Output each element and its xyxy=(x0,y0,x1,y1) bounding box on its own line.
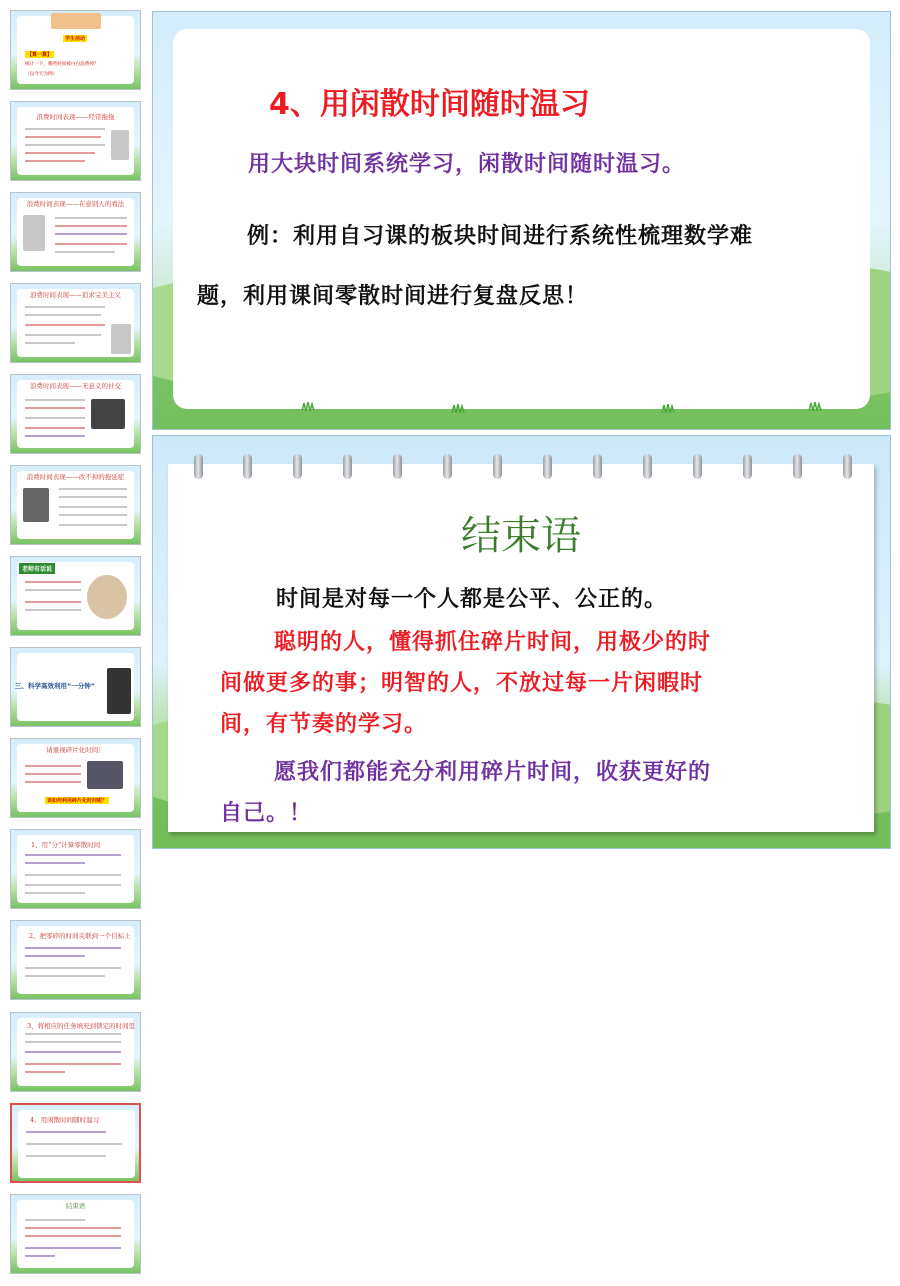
children-image xyxy=(51,13,101,29)
thumbnail-title: 浪费时间表现——在意别人的看法 xyxy=(26,200,125,208)
thumbnail-text-line xyxy=(25,1227,121,1229)
thumbnail-text-line xyxy=(25,773,81,775)
slide-thumbnail-5[interactable] xyxy=(10,374,141,454)
example-line-1: 例：利用自习课的板块时间进行系统性梳理数学难 xyxy=(247,224,754,249)
slide-thumbnail-1[interactable] xyxy=(10,10,141,90)
content-panel xyxy=(173,29,870,409)
thumbnail-text-line xyxy=(26,1131,106,1133)
thumbnail-title: 浪费时间表现——改不掉的拖延症 xyxy=(26,473,125,481)
grass-icon xyxy=(451,404,465,413)
thumbnail-text-line xyxy=(25,1235,121,1237)
thumbnail-text-line xyxy=(25,955,85,957)
example-paragraph xyxy=(197,207,847,327)
grass-icon xyxy=(661,404,675,413)
figure-image xyxy=(23,215,45,251)
binder-ring-icon xyxy=(693,454,702,479)
thumbnail-title: 浪费时间表现——追求完美主义 xyxy=(30,291,121,299)
conclusion-paragraph-2 xyxy=(220,622,820,745)
thumbnail-text-line xyxy=(25,136,101,138)
binder-ring-icon xyxy=(643,454,652,479)
thumbnail-text-line xyxy=(25,427,85,429)
thumbnail-text-line xyxy=(25,314,101,316)
binder-ring-icon xyxy=(243,454,252,479)
thumbnail-text-line xyxy=(55,251,115,253)
slide-conclusion[interactable] xyxy=(152,435,891,849)
slide-thumbnail-10[interactable] xyxy=(10,829,141,909)
thumbnail-text-line xyxy=(26,1143,122,1145)
thumbnail-text-line xyxy=(59,524,127,526)
thumbnail-text-line xyxy=(59,496,127,498)
binder-ring-icon xyxy=(793,454,802,479)
thumbnail-title: 学生活动 xyxy=(65,36,86,42)
thumbnail-text-line xyxy=(25,854,121,856)
slide-review-spare-time[interactable] xyxy=(152,11,891,430)
example-line-2: 题，利用课间零散时间进行复盘反思！ xyxy=(197,284,589,309)
paragraph-line: 间做更多的事；明智的人，不放过每一片闲暇时 xyxy=(220,671,704,696)
thumbnail-text-line xyxy=(25,967,121,969)
thumbnail-text: 统计一下，哪些时间被白白浪费掉？ xyxy=(25,62,99,67)
thumbnail-text-line xyxy=(25,874,121,876)
thumbnail-text-line xyxy=(25,765,81,767)
binder-ring-icon xyxy=(843,454,852,479)
binder-ring-icon xyxy=(743,454,752,479)
binder-ring-icon xyxy=(593,454,602,479)
thumbnail-text-line xyxy=(55,225,127,227)
thumbnail-text-line xyxy=(55,243,127,245)
thumbnail-text-line xyxy=(25,334,101,336)
thumbnail-title: 4、用闲散时间随时温习 xyxy=(30,1116,100,1124)
binder-ring-icon xyxy=(493,454,502,479)
paragraph-line: 愿我们都能充分利用碎片时间，收获更好的 xyxy=(274,760,712,785)
graduates-image xyxy=(107,668,131,714)
thumbnail-text-line xyxy=(25,589,81,591)
thumbnail-text-line xyxy=(25,781,81,783)
thumbnail-title: 老师有话说 xyxy=(19,563,55,574)
thumbnail-title: 3、将相应的任务填充到锁定的时间里 xyxy=(27,1022,136,1030)
thumbnail-title: 浪费时间表现——经常拖拖 xyxy=(36,113,115,121)
figure-image xyxy=(111,130,129,160)
slide-thumbnail-panel[interactable] xyxy=(0,0,150,1286)
slide-thumbnail-13-selected[interactable] xyxy=(10,1103,141,1183)
thumbnail-text-line xyxy=(25,324,105,326)
thumbnail-text-line xyxy=(25,1063,121,1065)
binder-ring-icon xyxy=(393,454,402,479)
thumbnail-text-line xyxy=(55,217,127,219)
thumbnail-text-line xyxy=(25,1041,121,1043)
thumbnail-text-line xyxy=(25,306,105,308)
thumbnail-badge: 【算一算】 xyxy=(27,52,53,58)
thumbnail-text-line xyxy=(25,160,85,162)
slide-thumbnail-14[interactable] xyxy=(10,1194,141,1274)
slide-thumbnail-2[interactable] xyxy=(10,101,141,181)
thumbnail-text-line xyxy=(25,1255,55,1257)
paragraph-line: 聪明的人，懂得抓住碎片时间，用极少的时 xyxy=(274,630,712,655)
thumbnail-text-line xyxy=(25,601,81,603)
thumbnail-badge: 该如何利用碎片化时间呢？ xyxy=(47,798,108,804)
slide-thumbnail-9[interactable] xyxy=(10,738,141,818)
thumbnail-card xyxy=(17,1200,134,1268)
conclusion-title: 结束语 xyxy=(461,513,581,559)
thumbnail-title: 浪费时间表现——无意义的社交 xyxy=(30,382,121,390)
binder-ring-icon xyxy=(443,454,452,479)
thumbnail-text-line xyxy=(25,417,85,419)
slide-thumbnail-4[interactable] xyxy=(10,283,141,363)
phones-image xyxy=(91,399,125,429)
thumbnail-text-line xyxy=(25,581,81,583)
thumbnail-text: （以今天为例） xyxy=(25,72,58,77)
grass-icon xyxy=(301,402,315,411)
paragraph-line: 间，有节奏的学习。 xyxy=(220,712,428,737)
thumbnail-text-line xyxy=(25,947,121,949)
thumbnail-text-line xyxy=(26,1155,106,1157)
thumbnail-text-line xyxy=(25,152,95,154)
slide-subtitle: 用大块时间系统学习，闲散时间随时温习。 xyxy=(248,152,686,177)
thumbnail-text-line xyxy=(59,488,127,490)
thumbnail-text-line xyxy=(25,128,105,130)
thumbnail-text-line xyxy=(25,1071,65,1073)
paragraph-line: 自己。！ xyxy=(220,801,313,826)
slide-thumbnail-3[interactable] xyxy=(10,192,141,272)
thumbnail-text-line xyxy=(25,609,81,611)
grass-icon xyxy=(808,402,822,411)
binder-ring-icon xyxy=(194,454,203,479)
thumbnail-title: 2、把零碎的时间关联到一个目标上 xyxy=(29,932,131,940)
thumbnail-title: 三、科学高效利用“一分钟” xyxy=(15,682,96,690)
figure-image xyxy=(23,488,49,522)
thumbnail-text-line xyxy=(55,233,127,235)
binder-ring-icon xyxy=(343,454,352,479)
thumbnail-text-line xyxy=(25,1219,85,1221)
thumbnail-text-line xyxy=(25,144,105,146)
thumbnail-text-line xyxy=(59,506,127,508)
thumbnail-text-line xyxy=(25,892,85,894)
thumbnail-text-line xyxy=(25,1051,121,1053)
clock-image xyxy=(87,575,127,619)
conclusion-paragraph-3 xyxy=(220,752,820,834)
notebook-panel xyxy=(168,464,874,832)
thumbnail-text-line xyxy=(25,862,85,864)
thumbnail-text-line xyxy=(25,342,75,344)
thumbnail-title: 1、用“分”计算零散时间 xyxy=(31,841,101,849)
slide-thumbnail-7[interactable] xyxy=(10,556,141,636)
binder-ring-icon xyxy=(543,454,552,479)
thumbnail-text-line xyxy=(25,435,85,437)
thumbnail-title: 请重视碎片化时间！ xyxy=(46,746,105,754)
figure-image xyxy=(111,324,131,354)
binder-ring-icon xyxy=(293,454,302,479)
slide-thumbnail-12[interactable] xyxy=(10,1012,141,1092)
thumbnail-text-line xyxy=(25,975,105,977)
thumbnail-text-line xyxy=(25,399,85,401)
slide-thumbnail-8[interactable] xyxy=(10,647,141,727)
clock-image xyxy=(87,761,123,789)
conclusion-paragraph-1: 时间是对每一个人都是公平、公正的。 xyxy=(276,587,668,612)
thumbnail-text-line xyxy=(25,407,85,409)
thumbnail-text-line xyxy=(25,884,121,886)
thumbnail-text-line xyxy=(25,1033,121,1035)
slide-thumbnail-6[interactable] xyxy=(10,465,141,545)
thumbnail-title: 结束语 xyxy=(65,1202,86,1210)
thumbnail-text-line xyxy=(25,1247,121,1249)
slide-heading: 4、用闲散时间随时温习 xyxy=(269,87,590,122)
thumbnail-text-line xyxy=(59,514,127,516)
slide-thumbnail-11[interactable] xyxy=(10,920,141,1000)
